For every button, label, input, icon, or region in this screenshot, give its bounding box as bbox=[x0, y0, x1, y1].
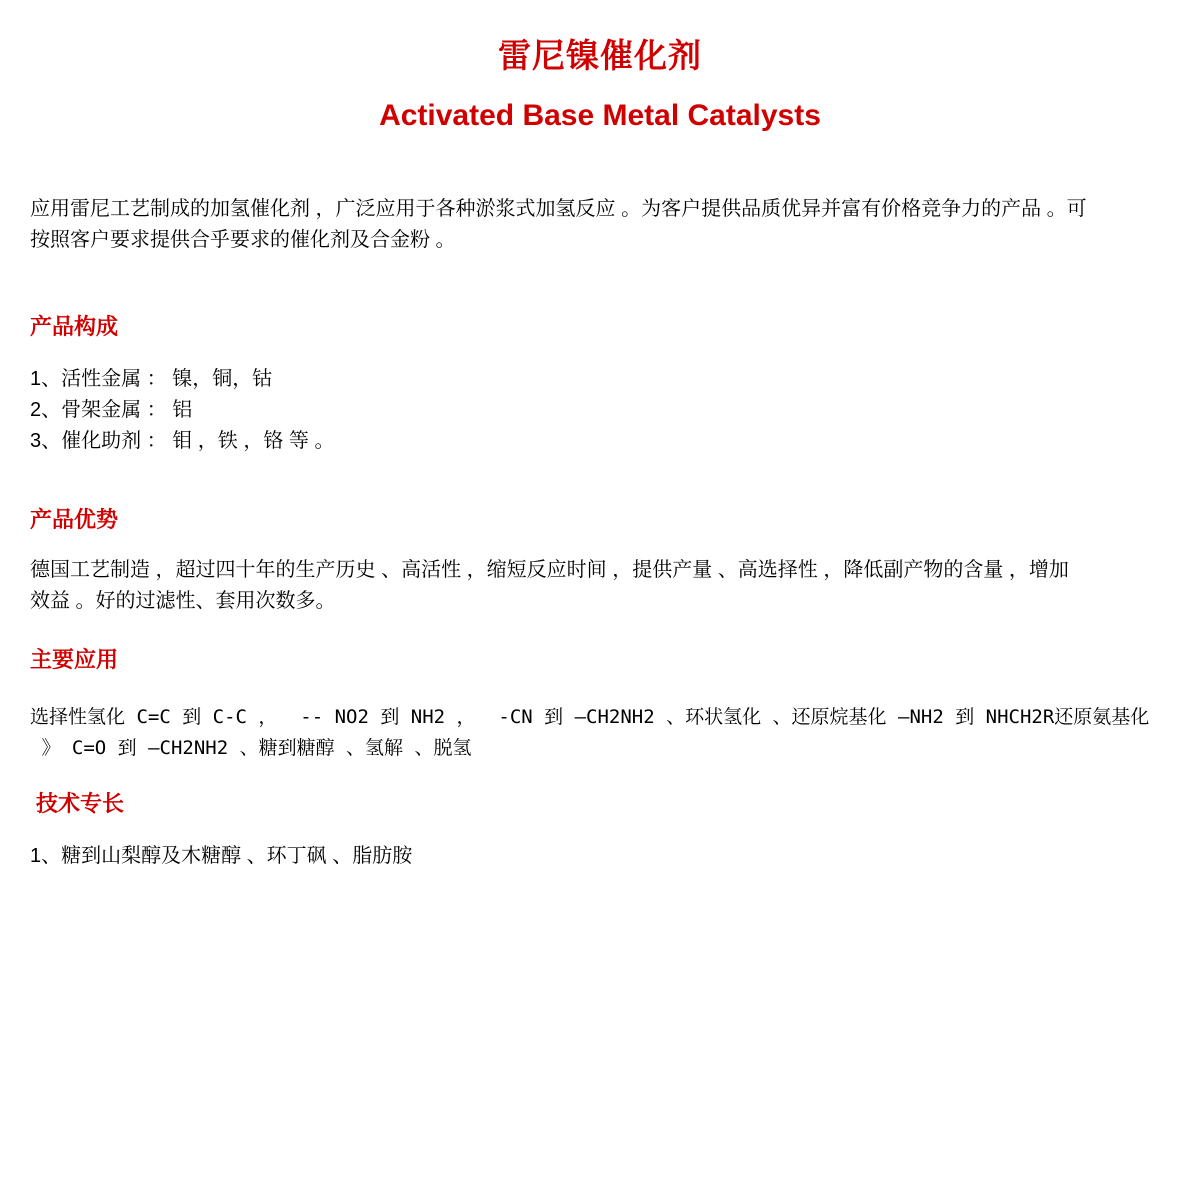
section-body bbox=[30, 841, 1170, 872]
section-technical-expertise bbox=[30, 789, 1170, 872]
text-line: 选择性氢化 C=C 到 C-C ， -- NO2 到 NH2 ， -CN 到 –CH2NH2 、环状氢化 、还原烷基化 –NH2 到 NHCH2R还原氨基化 bbox=[30, 706, 1150, 728]
list-item: 2、骨架金属 ： 铝 bbox=[30, 399, 193, 421]
text-line: 德国工艺制造 ，超过四十年的生产历史 、高活性 ，缩短反应时间 ，提供产量 、高选择性 ，降低副产物的含量 ，增加 bbox=[30, 559, 1069, 581]
page-subtitle: Activated Base Metal Catalysts bbox=[379, 99, 821, 132]
section-body bbox=[30, 555, 1170, 617]
section-heading: 技术专长 bbox=[36, 791, 125, 816]
text-line: 》 C=O 到 –CH2NH2 、糖到糖醇 、氢解 、脱氢 bbox=[30, 737, 472, 759]
section-product-composition bbox=[30, 312, 1170, 457]
document-body bbox=[0, 194, 1200, 872]
page-title: 雷尼镍催化剂 bbox=[498, 37, 702, 74]
list-item: 1、活性金属 ： 镍，铜，钴 bbox=[30, 368, 273, 390]
text-line: 1、糖到山梨醇及木糖醇 、环丁砜 、脂肪胺 bbox=[30, 845, 413, 867]
section-heading: 产品构成 bbox=[30, 314, 119, 339]
text-line: 应用雷尼工艺制成的加氢催化剂 ，广泛应用于各种淤浆式加氢反应 。为客户提供品质优异并富有价格竞争力的产品 。可 bbox=[30, 198, 1087, 220]
list-item: 3、催化助剂 ： 钼 ，铁 ，铬 等 。 bbox=[30, 430, 335, 452]
section-body bbox=[30, 702, 1170, 764]
section-body bbox=[30, 364, 1170, 457]
section-main-applications bbox=[30, 645, 1170, 764]
section-heading: 主要应用 bbox=[30, 647, 119, 672]
section-product-advantages bbox=[30, 505, 1170, 617]
text-line: 效益 。好的过滤性、套用次数多。 bbox=[30, 590, 336, 612]
section-heading: 产品优势 bbox=[30, 507, 119, 532]
intro-paragraph bbox=[30, 194, 1170, 256]
text-line: 按照客户要求提供合乎要求的催化剂及合金粉 。 bbox=[30, 229, 456, 251]
